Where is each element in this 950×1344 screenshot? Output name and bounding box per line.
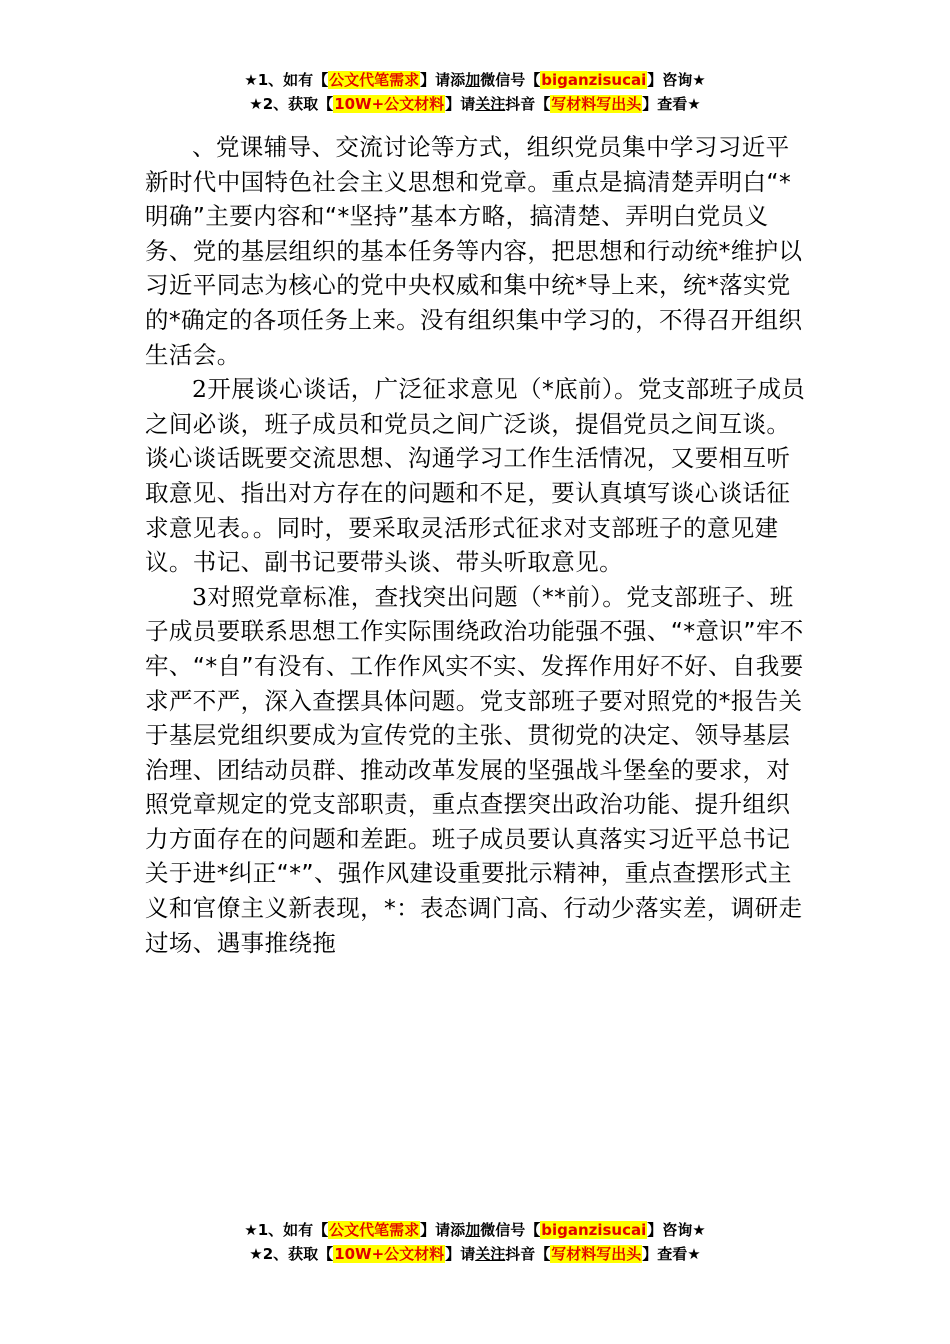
banner-line-1	[0, 1218, 950, 1242]
banner-text: ★2、获取【	[249, 1245, 334, 1263]
banner-text: 】咨询★	[647, 71, 706, 89]
banner-text: ★1、如有【	[244, 1221, 329, 1239]
paragraph-number: 3	[192, 582, 208, 611]
banner-text: ★1、如有【	[244, 71, 329, 89]
paragraph-number: 2	[192, 375, 208, 404]
banner-highlight: biganzisucai	[541, 71, 647, 89]
banner-text: 】查看★	[642, 1245, 701, 1263]
banner-underline: 关注	[475, 1245, 506, 1263]
banner-text: ★2、获取【	[249, 95, 334, 113]
banner-highlight: 公文代笔需求	[329, 1221, 420, 1239]
banner-line-2	[0, 1242, 950, 1266]
paragraph-text: 开展谈心谈话，广泛征求意见（*底前）。党支部班子成员之间必谈，班子成员和党员之间广泛谈，提倡党员之间互谈。谈心谈话既要交流思想、沟通学习工作生活情况，又要相互听取意见、指出对方存在的问题和不足，要认真填写谈心谈话征求意见表。。同时，要采取灵活形式征求对支部班子的意见建议。书记、副书记要带头谈、带头听取意见。	[145, 375, 806, 577]
banner-underline: 加	[465, 71, 481, 89]
banner-highlight: 写材料写出头	[551, 1245, 642, 1263]
banner-line-1	[0, 68, 950, 92]
banner-highlight: 10W+公文材料	[334, 95, 445, 113]
banner-text: 】咨询★	[647, 1221, 706, 1239]
banner-highlight: biganzisucai	[541, 1221, 647, 1239]
banner-underline: 加	[465, 1221, 481, 1239]
document-body	[145, 130, 810, 960]
banner-text: 】查看★	[642, 95, 701, 113]
banner-underline: 关注	[475, 95, 506, 113]
header-banner	[0, 68, 950, 116]
banner-text: 微信号【	[480, 71, 541, 89]
banner-highlight: 10W+公文材料	[334, 1245, 445, 1263]
paragraph-2	[145, 372, 810, 580]
banner-text: 】请添	[420, 71, 466, 89]
banner-text: 】请添	[420, 1221, 466, 1239]
paragraph-text: 对照党章标准，查找突出问题（**前）。党支部班子、班子成员要联系思想工作实际围绕政治功能强不强、“*意识”牢不牢、“*自”有没有、工作作风实不实、发挥作用好不好、自我要求严不严，深入查摆具体问题。党支部班子要对照党的*报告关于基层党组织要成为宣传党的主张、贯彻党的决定、领导基层治理、团结动员群、推动改革发展的坚强战斗堡垒的要求，对照党章规定的党支部职责，重点查摆突出政治功能、提升组织力方面存在的问题和差距。班子成员要认真落实习近平总书记关于进*纠正“*”、强作风建设重要批示精神，重点查摆形式主义和官僚主义新表现，*：表态调门高、行动少落实差，调研走过场、遇事推绕拖	[145, 582, 804, 957]
banner-text: 抖音【	[505, 1245, 551, 1263]
banner-text: 】请	[445, 95, 476, 113]
banner-text: 抖音【	[505, 95, 551, 113]
banner-line-2	[0, 92, 950, 116]
paragraph-text: 、党课辅导、交流讨论等方式，组织党员集中学习习近平新时代中国特色社会主义思想和党章。重点是搞清楚弄明白“*明确”主要内容和“*坚持”基本方略，搞清楚、弄明白党员义务、党的基层组织的基本任务等内容，把思想和行动统*维护以习近平同志为核心的党中央权威和集中统*导上来，统*落实党的*确定的各项任务上来。没有组织集中学习的，不得召开组织生活会。	[145, 133, 803, 369]
banner-highlight: 公文代笔需求	[329, 71, 420, 89]
banner-text: 】请	[445, 1245, 476, 1263]
footer-banner	[0, 1218, 950, 1266]
paragraph-3	[145, 580, 810, 961]
banner-text: 微信号【	[480, 1221, 541, 1239]
banner-highlight: 写材料写出头	[551, 95, 642, 113]
paragraph-1	[145, 130, 810, 372]
